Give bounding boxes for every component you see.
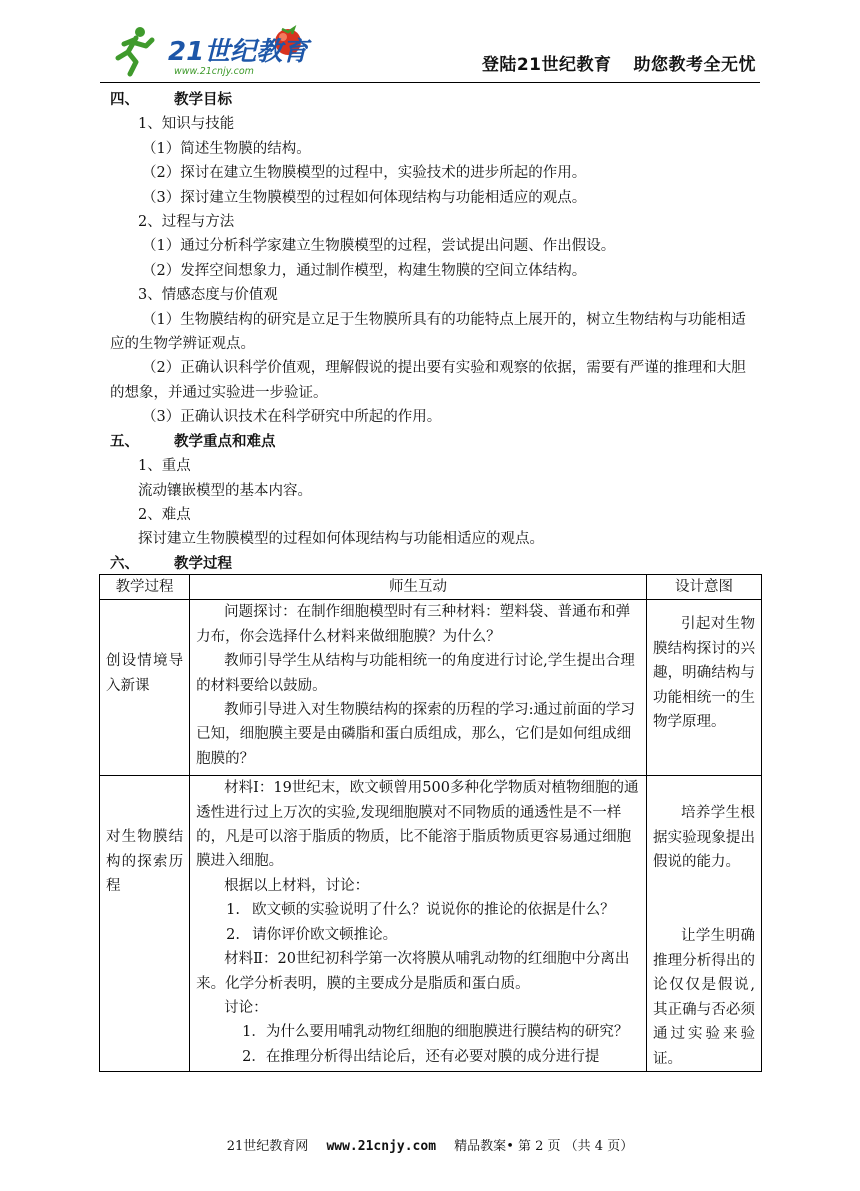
footer-label: 精品教案 bbox=[454, 1139, 507, 1154]
interaction-cell bbox=[190, 776, 647, 1072]
page-footer: 21世纪教育网 www.21cnjy.com 精品教案• 第 2 页 （共 4 页） bbox=[226, 1139, 634, 1154]
design-text: 培养学生根据实验现象提出假说的能力。 bbox=[652, 805, 755, 871]
difficulty-text: 探讨建立生物膜模型的过程如何体现结构与功能相适应的观点。 bbox=[138, 531, 544, 548]
logo-21cnjy bbox=[106, 18, 326, 80]
table-header-cell: 教学过程 bbox=[100, 575, 190, 600]
discussion-label: 根据以上材料，讨论： bbox=[224, 877, 370, 894]
header-slogan bbox=[482, 50, 756, 75]
objective-a2: （2）正确认识科学价值观，理解假说的提出要有实验和观察的依据，需要有严谨的推理和大胆的想象，并通过实验进一步验证。 bbox=[110, 360, 746, 401]
header-slogan-1: 登陆21世纪教育 bbox=[481, 55, 612, 75]
table-row bbox=[100, 776, 762, 1072]
subheading-key-point: 1、重点 bbox=[138, 458, 191, 475]
interaction-paragraph: 问题探讨：在制作细胞模型时有三种材料：塑料袋、普通布和弹力布，你会选择什么材料来做细胞膜？为什么？ bbox=[196, 604, 631, 645]
logo-text: 21世纪教育 bbox=[168, 37, 309, 67]
subheading-difficulty: 2、难点 bbox=[138, 506, 191, 523]
subheading-process: 2、过程与方法 bbox=[138, 214, 235, 231]
objective-p2: （2）发挥空间想象力，通过制作模型，构建生物膜的空间立体结构。 bbox=[142, 262, 587, 279]
teaching-process-table bbox=[99, 574, 762, 1072]
stage-cell bbox=[100, 776, 190, 1072]
running-figure-icon bbox=[118, 27, 152, 74]
table-header-row bbox=[100, 575, 762, 600]
key-point-text: 流动镶嵌模型的基本内容。 bbox=[138, 482, 312, 499]
footer-site: 21世纪教育网 bbox=[226, 1139, 309, 1154]
material-paragraph: 材料Ⅰ：19世纪末，欧文顿曾用500多种化学物质对植物细胞的通透性进行过上万次的实验,发现细胞膜对不同物质的通透性是不一样的，凡是可以溶于脂质的物质，比不能溶于脂质物质更容易通过细胞膜进入细胞。 bbox=[196, 780, 639, 870]
interaction-paragraph: 教师引导进入对生物膜结构的探索的历程的学习:通过前面的学习已知，细胞膜主要是由磷脂和蛋白质组成，那么，它们是如何组成细胞膜的？ bbox=[196, 702, 636, 767]
header-rule bbox=[100, 82, 760, 83]
subheading-knowledge: 1、知识与技能 bbox=[138, 116, 235, 133]
footer-url[interactable]: www.21cnjy.com bbox=[326, 1139, 437, 1154]
list-item: 1．为什么要用哺乳动物红细胞的细胞膜进行膜结构的研究？ bbox=[242, 1024, 629, 1041]
table-header-cell: 师生互动 bbox=[190, 575, 647, 600]
page-header bbox=[100, 18, 760, 80]
list-item: 2. 请你评价欧文顿推论。 bbox=[226, 926, 398, 943]
stage-text: 对生物膜结构的探索历程 bbox=[106, 829, 184, 895]
discussion-label: 讨论： bbox=[224, 999, 268, 1016]
stage-text: 创设情境导入新课 bbox=[106, 653, 184, 694]
objective-k1: （1）简述生物膜的结构。 bbox=[142, 140, 311, 157]
material-paragraph: 材料Ⅱ：20世纪初科学第一次将膜从哺乳动物的红细胞中分离出来。化学分析表明，膜的主要成分是脂质和蛋白质。 bbox=[196, 951, 630, 992]
section-heading-6: 六、 教学过程 bbox=[110, 554, 232, 572]
design-cell bbox=[646, 600, 761, 776]
design-text: 让学生明确推理分析得出的论仅仅是假说,其正确与否必须通过实验来验证。 bbox=[652, 928, 755, 1067]
footer-page-number: 第 2 页 （共 4 页） bbox=[518, 1139, 634, 1154]
design-text: 引起对生物膜结构探讨的兴趣，明确结构与功能相统一的生物学原理。 bbox=[652, 616, 755, 731]
objective-a1: （1）生物膜结构的研究是立足于生物膜所具有的功能特点上展开的，树立生物结构与功能相适应的生物学辨证观点。 bbox=[110, 311, 746, 353]
interaction-cell bbox=[190, 600, 647, 776]
stage-cell bbox=[100, 600, 190, 776]
table-row bbox=[100, 600, 762, 776]
design-cell bbox=[646, 776, 761, 1072]
objective-k2: （2）探讨在建立生物膜模型的过程中，实验技术的进步所起的作用。 bbox=[142, 165, 587, 182]
objective-a3: （3）正确认识技术在科学研究中所起的作用。 bbox=[142, 409, 442, 426]
table-header-cell: 设计意图 bbox=[646, 575, 761, 600]
subheading-attitude: 3、情感态度与价值观 bbox=[138, 287, 278, 304]
header-slogan-2: 助您教考全无忧 bbox=[633, 55, 756, 75]
section-heading-4: 四、 教学目标 bbox=[110, 91, 232, 108]
page-content bbox=[110, 88, 760, 576]
objective-p1: （1）通过分析科学家建立生物膜模型的过程，尝试提出问题、作出假设。 bbox=[142, 238, 616, 255]
list-item: 1. 欧文顿的实验说明了什么？说说你的推论的依据是什么？ bbox=[226, 902, 615, 919]
section-heading-5: 五、 教学重点和难点 bbox=[110, 432, 276, 450]
logo-url: www.21cnjy.com bbox=[174, 66, 254, 77]
objective-k3: （3）探讨建立生物膜模型的过程如何体现结构与功能相适应的观点。 bbox=[142, 189, 587, 206]
list-item: 2．在推理分析得出结论后，还有必要对膜的成分进行提 bbox=[242, 1048, 600, 1065]
interaction-paragraph: 教师引导学生从结构与功能相统一的角度进行讨论,学生提出合理的材料要给以鼓励。 bbox=[196, 653, 635, 694]
